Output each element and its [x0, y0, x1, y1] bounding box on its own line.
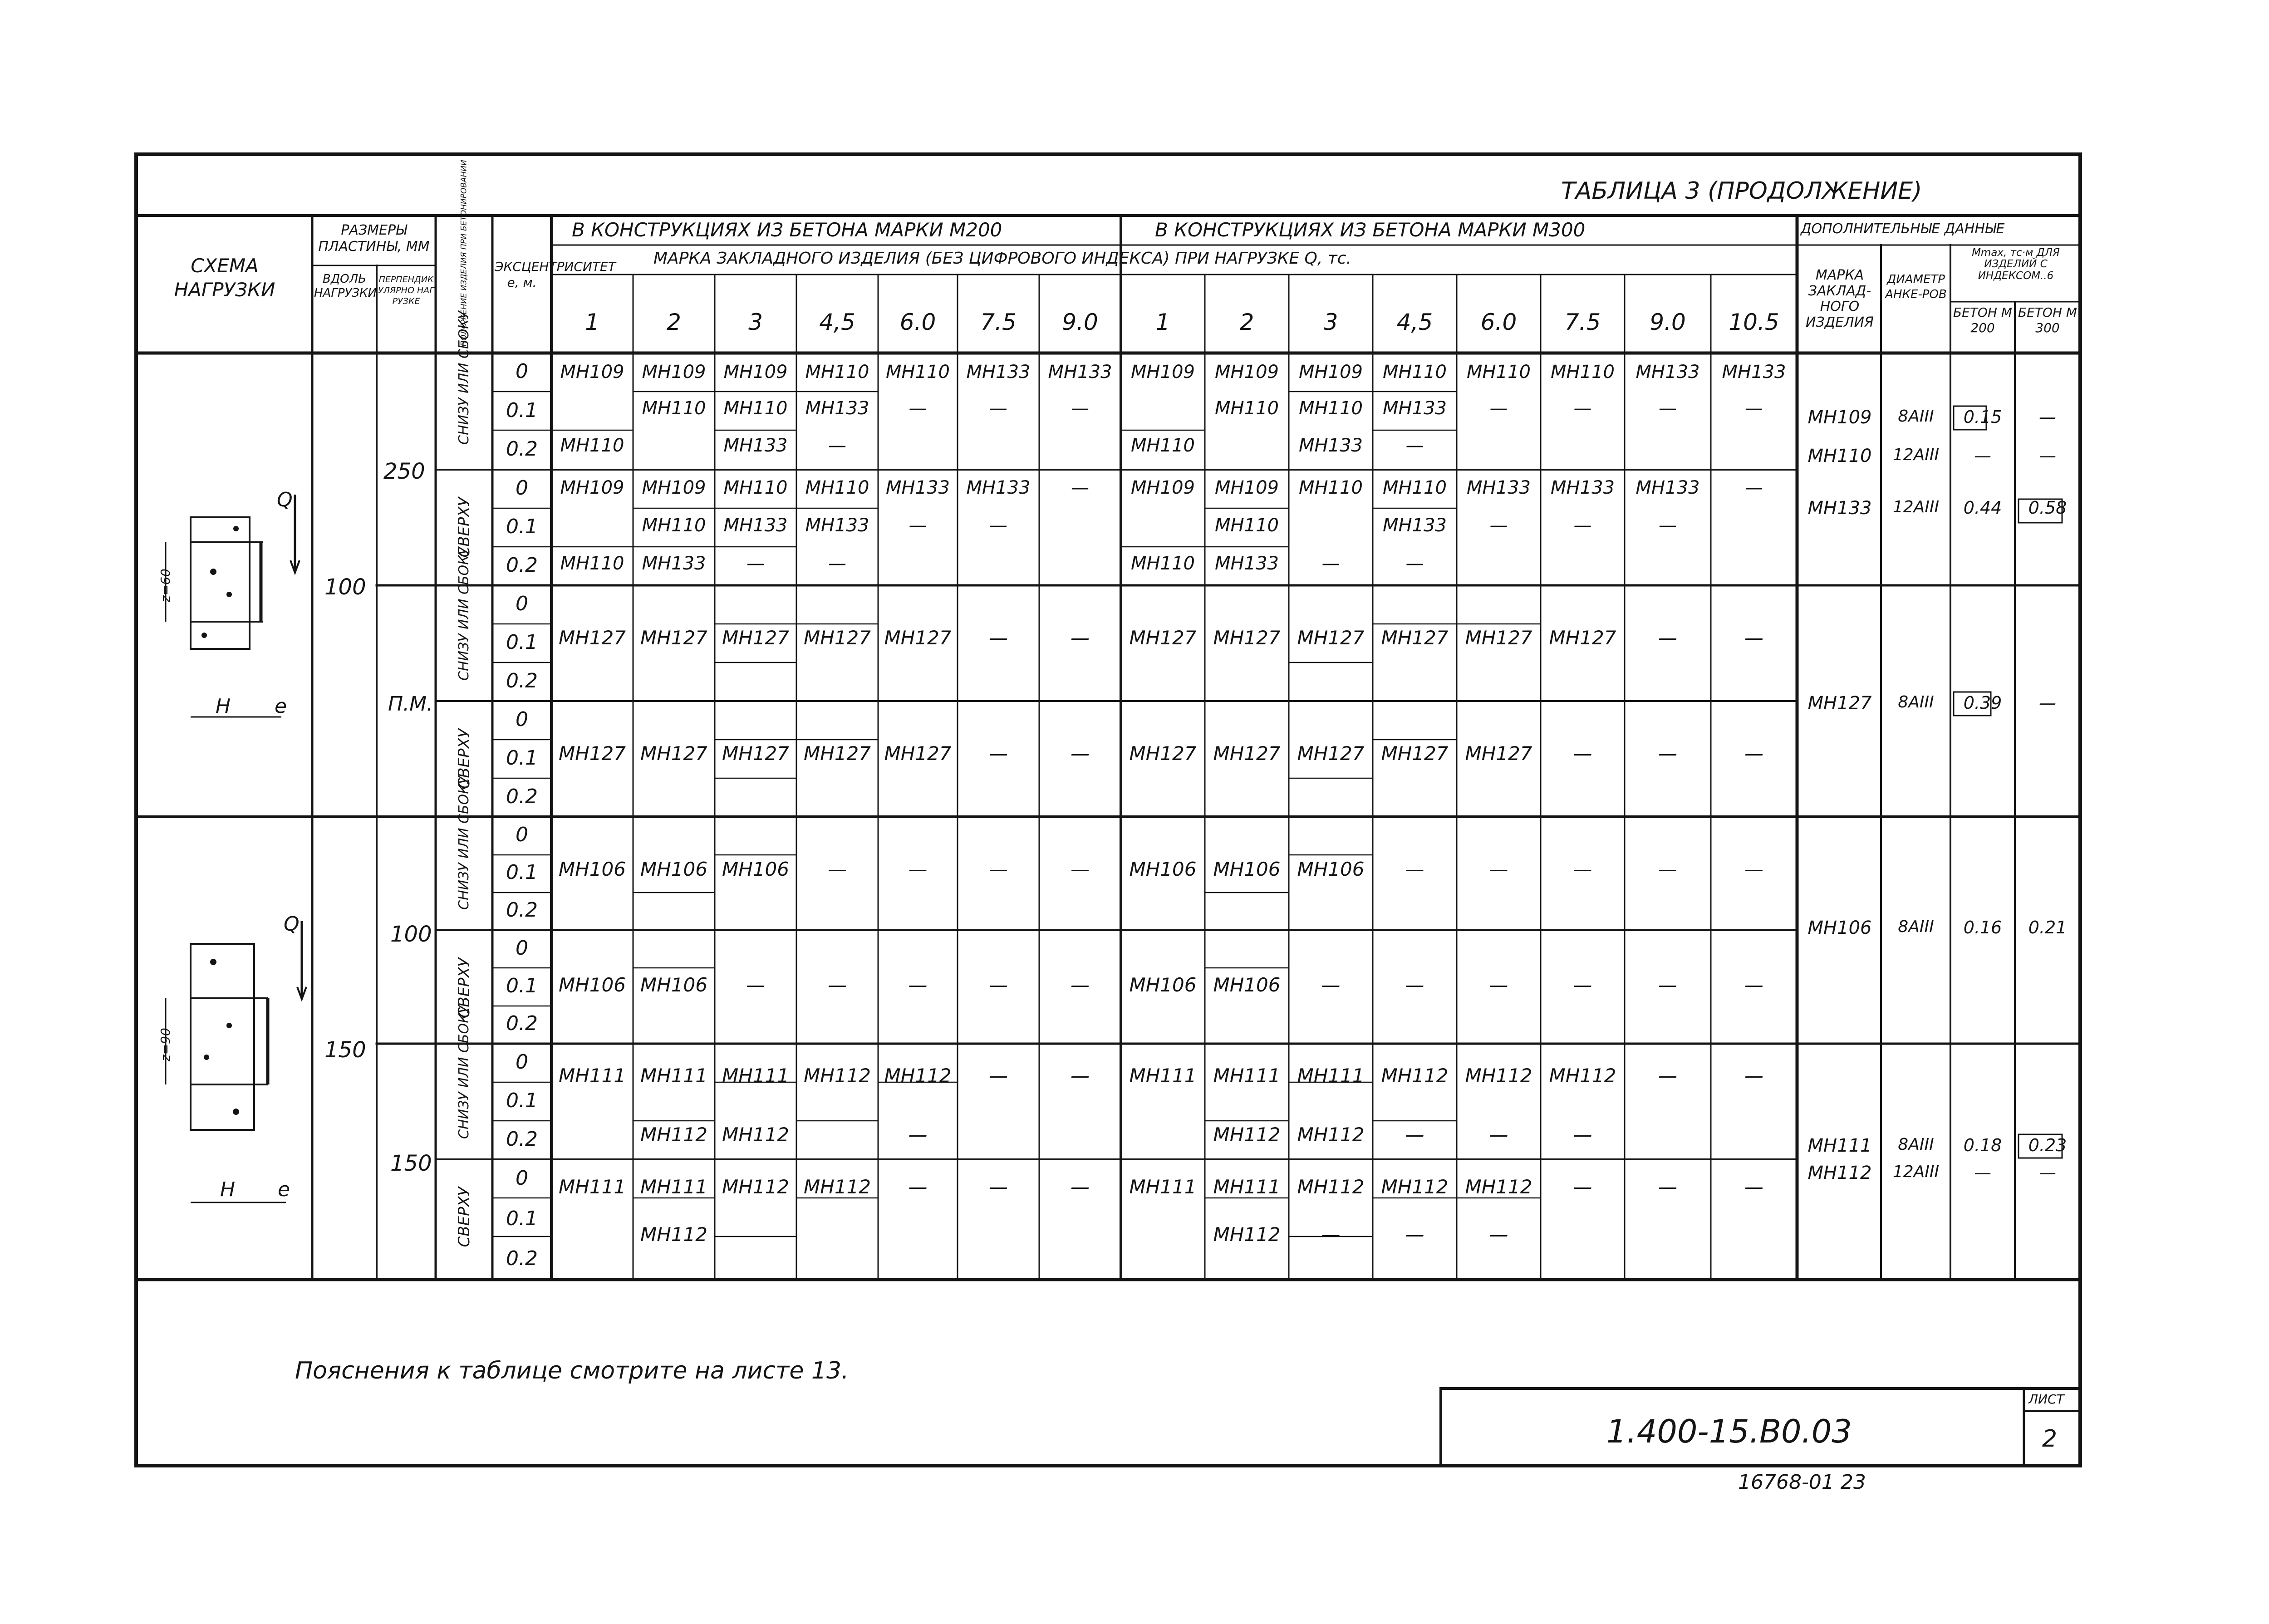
- sheet-label: ЛИСТ: [2028, 1392, 2064, 1407]
- scheme-2-h: H: [220, 1178, 236, 1201]
- table-cell: —: [1744, 627, 1763, 649]
- additional-mark: МН109: [1807, 407, 1872, 428]
- table-cell: МН133: [886, 477, 950, 498]
- table-cell: —: [1658, 1065, 1677, 1087]
- table-cell: —: [1573, 742, 1592, 765]
- eccentricity-value: 0.1: [506, 974, 538, 997]
- header-sizes: РАЗМЕРЫ ПЛАСТИНЫ, ММ: [318, 222, 430, 255]
- table-cell: МН106: [1297, 858, 1365, 880]
- table-cell: —: [828, 435, 846, 456]
- table-cell: —: [1071, 398, 1089, 419]
- table-cell: —: [1658, 627, 1677, 649]
- scheme-2-e: e: [278, 1178, 290, 1201]
- table-cell: —: [908, 858, 928, 880]
- header-add-mark: МАРКА ЗАКЛАД-НОГО ИЗДЕЛИЯ: [1806, 267, 1874, 330]
- table-cell: —: [908, 974, 928, 996]
- eccentricity-value: 0: [516, 1050, 528, 1074]
- table-cell: МН133: [1635, 477, 1700, 498]
- table-cell: МН109: [560, 362, 624, 383]
- table-cell: —: [828, 553, 846, 574]
- table-cell: МН127: [722, 742, 789, 765]
- eccentricity-value: 0.2: [506, 553, 538, 577]
- eccentricity-value: 0: [516, 1167, 528, 1190]
- table-cell: —: [1489, 398, 1508, 419]
- additional-mark: МН111: [1807, 1135, 1872, 1156]
- load-header-m200: 9.0: [1062, 309, 1098, 335]
- additional-diam: 8AIII: [1898, 1135, 1934, 1154]
- table-cell: МН133: [1299, 435, 1363, 456]
- header-add-mmax: Mmax, тс·м ДЛЯ ИЗДЕЛИЙ С ИНДЕКСОМ..6: [1972, 247, 2060, 282]
- table-cell: МН133: [1722, 362, 1786, 383]
- table-cell: —: [1071, 627, 1090, 649]
- table-cell: МН110: [642, 398, 706, 419]
- table-cell: —: [1573, 974, 1592, 996]
- table-cell: —: [1658, 974, 1677, 996]
- header-additional: ДОПОЛНИТЕЛЬНЫЕ ДАННЫЕ: [1801, 221, 2005, 237]
- table-cell: МН106: [722, 858, 789, 880]
- load-header-m200: 4,5: [819, 309, 855, 335]
- table-cell: МН127: [1129, 627, 1197, 649]
- table-cell: МН127: [1213, 742, 1281, 765]
- table-cell: МН109: [642, 362, 706, 383]
- table-cell: —: [909, 398, 927, 419]
- header-add-m300: БЕТОН М 300: [2018, 305, 2077, 335]
- sheet-number: 2: [2042, 1425, 2058, 1452]
- table-cell: —: [989, 742, 1008, 765]
- scheme-2-z: z=90: [158, 1028, 173, 1061]
- pos-bottom-1: СНИЗУ ИЛИ СБОКУ: [456, 311, 472, 445]
- eccentricity-value: 0.1: [506, 861, 538, 884]
- table-cell: —: [1489, 858, 1508, 880]
- table-cell: —: [1744, 742, 1763, 765]
- table-cell: МН106: [1213, 974, 1281, 996]
- table-cell: МН106: [1213, 858, 1281, 880]
- table-cell: —: [1071, 858, 1090, 880]
- load-header-m200: 3: [748, 309, 763, 335]
- table-cell: МН112: [722, 1124, 789, 1146]
- table-cell: МН127: [559, 627, 626, 649]
- table-cell: МН112: [640, 1223, 707, 1246]
- table-cell: МН110: [805, 477, 869, 498]
- table-cell: —: [746, 974, 765, 996]
- table-cell: МН112: [1381, 1176, 1449, 1198]
- table-cell: МН127: [1297, 742, 1365, 765]
- table-cell: МН127: [1297, 627, 1365, 649]
- eccentricity-value: 0: [516, 823, 528, 846]
- eccentricity-value: 0.2: [506, 437, 538, 461]
- table-cell: МН110: [1551, 362, 1615, 383]
- load-header-m300: 3: [1323, 309, 1338, 335]
- additional-diam: 12AIII: [1892, 446, 1940, 464]
- table-cell: —: [989, 398, 1007, 419]
- table-cell: МН110: [1215, 398, 1279, 419]
- header-eccentricity: ЭКСЦЕНТРИСИТЕТ е, м.: [495, 259, 616, 290]
- additional-m300: —: [2039, 407, 2056, 427]
- table-cell: —: [1573, 858, 1592, 880]
- table-cell: МН133: [805, 398, 869, 419]
- eccentricity-value: 0.2: [506, 1127, 538, 1151]
- table-cell: МН106: [1129, 974, 1197, 996]
- table-cell: МН112: [1297, 1176, 1365, 1198]
- table-cell: МН133: [966, 477, 1031, 498]
- table-cell: МН110: [723, 398, 788, 419]
- table-cell: —: [909, 515, 927, 536]
- load-header-m300: 7.5: [1564, 309, 1601, 335]
- table-cell: МН111: [559, 1176, 626, 1198]
- table-cell: МН109: [1131, 477, 1195, 498]
- pos-top-2: СВЕРХУ: [455, 728, 473, 789]
- table-cell: МН111: [722, 1065, 789, 1087]
- eccentricity-value: 0: [516, 476, 528, 500]
- table-cell: —: [1489, 974, 1508, 996]
- eccentricity-value: 0.1: [506, 515, 538, 538]
- pos-top-3: СВЕРХУ: [455, 957, 473, 1018]
- table-cell: МН112: [1549, 1065, 1616, 1087]
- eccentricity-value: 0: [516, 936, 528, 960]
- table-cell: —: [1658, 858, 1677, 880]
- load-header-m200: 6.0: [899, 309, 936, 335]
- table-cell: МН110: [1383, 477, 1447, 498]
- scheme-1-z: z=60: [158, 569, 173, 602]
- load-header-m300: 6.0: [1480, 309, 1517, 335]
- table-cell: —: [1489, 1124, 1508, 1146]
- table-cell: —: [828, 974, 847, 996]
- table-cell: МН109: [723, 362, 788, 383]
- table-cell: —: [1405, 553, 1424, 574]
- additional-m300: —: [2039, 693, 2056, 713]
- table-cell: МН111: [559, 1065, 626, 1087]
- table-cell: МН112: [884, 1065, 952, 1087]
- table-cell: —: [1321, 1223, 1341, 1246]
- load-header-m200: 2: [667, 309, 681, 335]
- additional-mark: МН110: [1807, 446, 1872, 466]
- table-cell: МН109: [1215, 362, 1279, 383]
- table-cell: МН106: [559, 858, 626, 880]
- table-cell: МН133: [723, 515, 788, 536]
- eccentricity-value: 0: [516, 707, 528, 731]
- table-cell: —: [1405, 974, 1424, 996]
- eccentricity-value: 0.2: [506, 669, 538, 692]
- table-cell: МН112: [1465, 1176, 1532, 1198]
- table-cell: МН110: [1383, 362, 1447, 383]
- table-cell: МН111: [1213, 1065, 1281, 1087]
- table-cell: МН112: [722, 1176, 789, 1198]
- table-cell: МН110: [805, 362, 869, 383]
- additional-diam: 8AIII: [1898, 407, 1934, 426]
- load-header-m200: 1: [585, 309, 599, 335]
- table-cell: МН111: [1129, 1065, 1197, 1087]
- table-cell: МН110: [1131, 553, 1195, 574]
- perp-pm: П.М.: [388, 692, 433, 716]
- eccentricity-value: 0.1: [506, 398, 538, 422]
- table-cell: МН112: [1381, 1065, 1449, 1087]
- table-cell: МН127: [1549, 627, 1616, 649]
- perp-100: 100: [390, 922, 432, 947]
- along-150: 150: [324, 1037, 366, 1063]
- perp-250: 250: [383, 459, 425, 484]
- table-cell: МН133: [1467, 477, 1531, 498]
- scheme-1-e: e: [275, 695, 287, 718]
- table-cell: МН127: [640, 742, 707, 765]
- additional-m200: 0.44: [1963, 498, 2002, 518]
- additional-m300: —: [2039, 446, 2056, 466]
- load-header-m300: 1: [1155, 309, 1170, 335]
- table-cell: —: [1745, 477, 1763, 498]
- table-cell: —: [989, 515, 1007, 536]
- additional-diam: 8AIII: [1898, 693, 1934, 711]
- table-cell: МН109: [1299, 362, 1363, 383]
- table-cell: —: [989, 627, 1008, 649]
- eccentricity-value: 0.2: [506, 1246, 538, 1270]
- additional-m300: 0.58: [2028, 498, 2067, 518]
- footer-note: Пояснения к таблице смотрите на листе 13.: [295, 1357, 849, 1384]
- additional-mark: МН112: [1807, 1163, 1872, 1183]
- table-cell: МН110: [560, 435, 624, 456]
- table-cell: —: [1321, 553, 1340, 574]
- additional-m300: —: [2039, 1163, 2056, 1182]
- table-cell: МН110: [1215, 515, 1279, 536]
- additional-m300: 0.21: [2028, 917, 2067, 937]
- archive-number: 16768-01 23: [1738, 1471, 1866, 1494]
- table-cell: МН112: [804, 1176, 871, 1198]
- header-perp: ПЕРПЕНДИКУЛЯРНО НАГРУЗКЕ: [378, 275, 434, 306]
- table-cell: —: [1659, 515, 1677, 536]
- eccentricity-value: 0.2: [506, 898, 538, 922]
- table-cell: МН112: [1465, 1065, 1532, 1087]
- table-cell: МН109: [642, 477, 706, 498]
- load-header-m300: 10.5: [1729, 309, 1779, 335]
- table-cell: МН112: [1213, 1223, 1281, 1246]
- table-cell: —: [1744, 974, 1763, 996]
- header-m300: В КОНСТРУКЦИЯХ ИЗ БЕТОНА МАРКИ М300: [1155, 219, 1586, 241]
- table-cell: —: [989, 858, 1008, 880]
- table-cell: МН127: [1381, 742, 1449, 765]
- table-cell: МН110: [1467, 362, 1531, 383]
- table-cell: —: [1071, 742, 1090, 765]
- load-scheme-1: [166, 495, 300, 717]
- table-cell: —: [828, 858, 847, 880]
- table-cell: —: [989, 1065, 1008, 1087]
- header-along: ВДОЛЬ НАГРУЗКИ: [314, 272, 377, 300]
- table-cell: —: [1744, 1176, 1763, 1198]
- additional-mark: МН106: [1807, 917, 1872, 938]
- eccentricity-value: 0: [516, 359, 528, 383]
- table-cell: МН112: [804, 1065, 871, 1087]
- table-cell: МН127: [804, 627, 871, 649]
- table-cell: —: [1071, 1176, 1090, 1198]
- eccentricity-value: 0.2: [506, 1012, 538, 1035]
- pos-bottom-4: СНИЗУ ИЛИ СБОКУ: [456, 1005, 472, 1139]
- header-m200: В КОНСТРУКЦИЯХ ИЗ БЕТОНА МАРКИ М200: [572, 219, 1002, 241]
- perp-150: 150: [390, 1151, 432, 1176]
- additional-m200: 0.16: [1963, 917, 2002, 937]
- table-cell: —: [1659, 398, 1677, 419]
- table-cell: МН127: [640, 627, 707, 649]
- table-cell: —: [1745, 398, 1763, 419]
- additional-diam: 12AIII: [1892, 1163, 1940, 1181]
- table-cell: МН133: [1383, 515, 1447, 536]
- table-cell: МН110: [723, 477, 788, 498]
- additional-diam: 12AIII: [1892, 498, 1940, 516]
- additional-m200: 0.18: [1963, 1135, 2002, 1155]
- additional-m200: —: [1974, 1163, 1991, 1182]
- table-cell: МН112: [640, 1124, 707, 1146]
- table-cell: —: [1071, 974, 1090, 996]
- scheme-1-q: Q: [277, 488, 293, 511]
- header-add-diam: ДИАМЕТР АНКЕ-РОВ: [1885, 273, 1947, 301]
- table-cell: —: [747, 553, 765, 574]
- table-cell: МН110: [642, 515, 706, 536]
- additional-m300: 0.23: [2028, 1135, 2067, 1155]
- table-cell: —: [1744, 858, 1763, 880]
- table-cell: МН111: [1213, 1176, 1281, 1198]
- eccentricity-value: 0.1: [506, 1207, 538, 1230]
- load-header-m300: 9.0: [1650, 309, 1686, 335]
- header-mark-subtitle: МАРКА ЗАКЛАДНОГО ИЗДЕЛИЯ (БЕЗ ЦИФРОВОГО ИНДЕКСА) ПРИ НАГРУЗКЕ Q, тс.: [653, 249, 1351, 268]
- table-cell: МН133: [1383, 398, 1447, 419]
- table-cell: МН106: [640, 858, 707, 880]
- table-cell: МН111: [640, 1065, 707, 1087]
- table-cell: —: [1489, 1223, 1508, 1246]
- table-cell: МН111: [1297, 1065, 1365, 1087]
- table-cell: МН112: [1297, 1124, 1365, 1146]
- table-cell: —: [1071, 1065, 1090, 1087]
- table-cell: МН133: [805, 515, 869, 536]
- table-cell: —: [908, 1176, 928, 1198]
- table-cell: МН133: [1048, 362, 1112, 383]
- table-cell: МН127: [884, 627, 952, 649]
- additional-m200: —: [1974, 446, 1991, 466]
- table-cell: МН110: [560, 553, 624, 574]
- load-header-m300: 4,5: [1396, 309, 1433, 335]
- table-cell: МН110: [1131, 435, 1195, 456]
- table-cell: —: [1405, 1223, 1424, 1246]
- table-cell: МН110: [886, 362, 950, 383]
- pos-top-4: СВЕРХУ: [455, 1187, 473, 1247]
- table-cell: МН133: [723, 435, 788, 456]
- header-position: ПОЛОЖЕНИЕ ИЗДЕЛИЯ ПРИ БЕТОНИРОВАНИИ: [459, 160, 469, 347]
- load-header-m300: 2: [1239, 309, 1254, 335]
- eccentricity-value: 0.1: [506, 746, 538, 770]
- table-cell: —: [1573, 1124, 1592, 1146]
- table-cell: МН133: [1551, 477, 1615, 498]
- table-cell: МН127: [722, 627, 789, 649]
- document-code: 1.400-15.В0.03: [1606, 1413, 1852, 1450]
- along-100: 100: [324, 574, 366, 600]
- pos-bottom-2: СНИЗУ ИЛИ СБОКУ: [456, 547, 472, 681]
- table-cell: —: [1405, 435, 1424, 456]
- table-cell: МН127: [804, 742, 871, 765]
- table-cell: МН127: [1465, 627, 1532, 649]
- table-cell: —: [1573, 1176, 1592, 1198]
- table-cell: —: [908, 1124, 928, 1146]
- table-cell: МН133: [1635, 362, 1700, 383]
- table-cell: МН127: [1213, 627, 1281, 649]
- table-cell: МН112: [1213, 1124, 1281, 1146]
- table-cell: —: [1573, 515, 1592, 536]
- load-scheme-2: [166, 921, 306, 1202]
- table-cell: —: [1658, 742, 1677, 765]
- table-cell: —: [1405, 858, 1424, 880]
- eccentricity-value: 0.1: [506, 630, 538, 654]
- load-header-m200: 7.5: [980, 309, 1017, 335]
- additional-m200: 0.39: [1963, 693, 2002, 713]
- table-cell: МН111: [1129, 1176, 1197, 1198]
- table-cell: МН127: [1129, 742, 1197, 765]
- table-cell: МН133: [642, 553, 706, 574]
- table-cell: —: [1573, 398, 1592, 419]
- table-title: ТАБЛИЦА 3 (ПРОДОЛЖЕНИЕ): [1561, 177, 1922, 205]
- additional-m200: 0.15: [1963, 407, 2002, 427]
- table-cell: МН133: [966, 362, 1031, 383]
- table-cell: МН133: [1215, 553, 1279, 574]
- pos-top-1: СВЕРХУ: [455, 497, 473, 558]
- table-cell: МН109: [560, 477, 624, 498]
- scheme-1-h: H: [216, 695, 231, 718]
- table-cell: МН109: [1131, 362, 1195, 383]
- table-cell: —: [1744, 1065, 1763, 1087]
- header-add-m200: БЕТОН М 200: [1953, 305, 2013, 335]
- table-cell: —: [1658, 1176, 1677, 1198]
- table-cell: МН127: [559, 742, 626, 765]
- header-scheme: СХЕМА НАГРУЗКИ: [174, 255, 275, 301]
- table-cell: МН106: [1129, 858, 1197, 880]
- table-cell: —: [1405, 1124, 1424, 1146]
- eccentricity-value: 0.2: [506, 785, 538, 808]
- table-cell: —: [1489, 515, 1508, 536]
- pos-bottom-3: СНИЗУ ИЛИ СБОКУ: [456, 776, 472, 910]
- scheme-2-q: Q: [284, 913, 300, 936]
- table-cell: МН110: [1299, 398, 1363, 419]
- table-cell: —: [989, 1176, 1008, 1198]
- table-cell: МН109: [1215, 477, 1279, 498]
- additional-mark: МН127: [1807, 693, 1872, 714]
- table-cell: МН106: [640, 974, 707, 996]
- eccentricity-value: 0: [516, 592, 528, 615]
- additional-mark: МН133: [1807, 498, 1872, 519]
- table-cell: —: [989, 974, 1008, 996]
- table-cell: МН106: [559, 974, 626, 996]
- table-cell: МН127: [1381, 627, 1449, 649]
- table-cell: МН110: [1299, 477, 1363, 498]
- eccentricity-value: 0.1: [506, 1089, 538, 1112]
- table-cell: МН111: [640, 1176, 707, 1198]
- table-cell: МН127: [1465, 742, 1532, 765]
- additional-diam: 8AIII: [1898, 917, 1934, 936]
- table-cell: —: [1321, 974, 1341, 996]
- table-cell: —: [1071, 477, 1089, 498]
- table-cell: МН127: [884, 742, 952, 765]
